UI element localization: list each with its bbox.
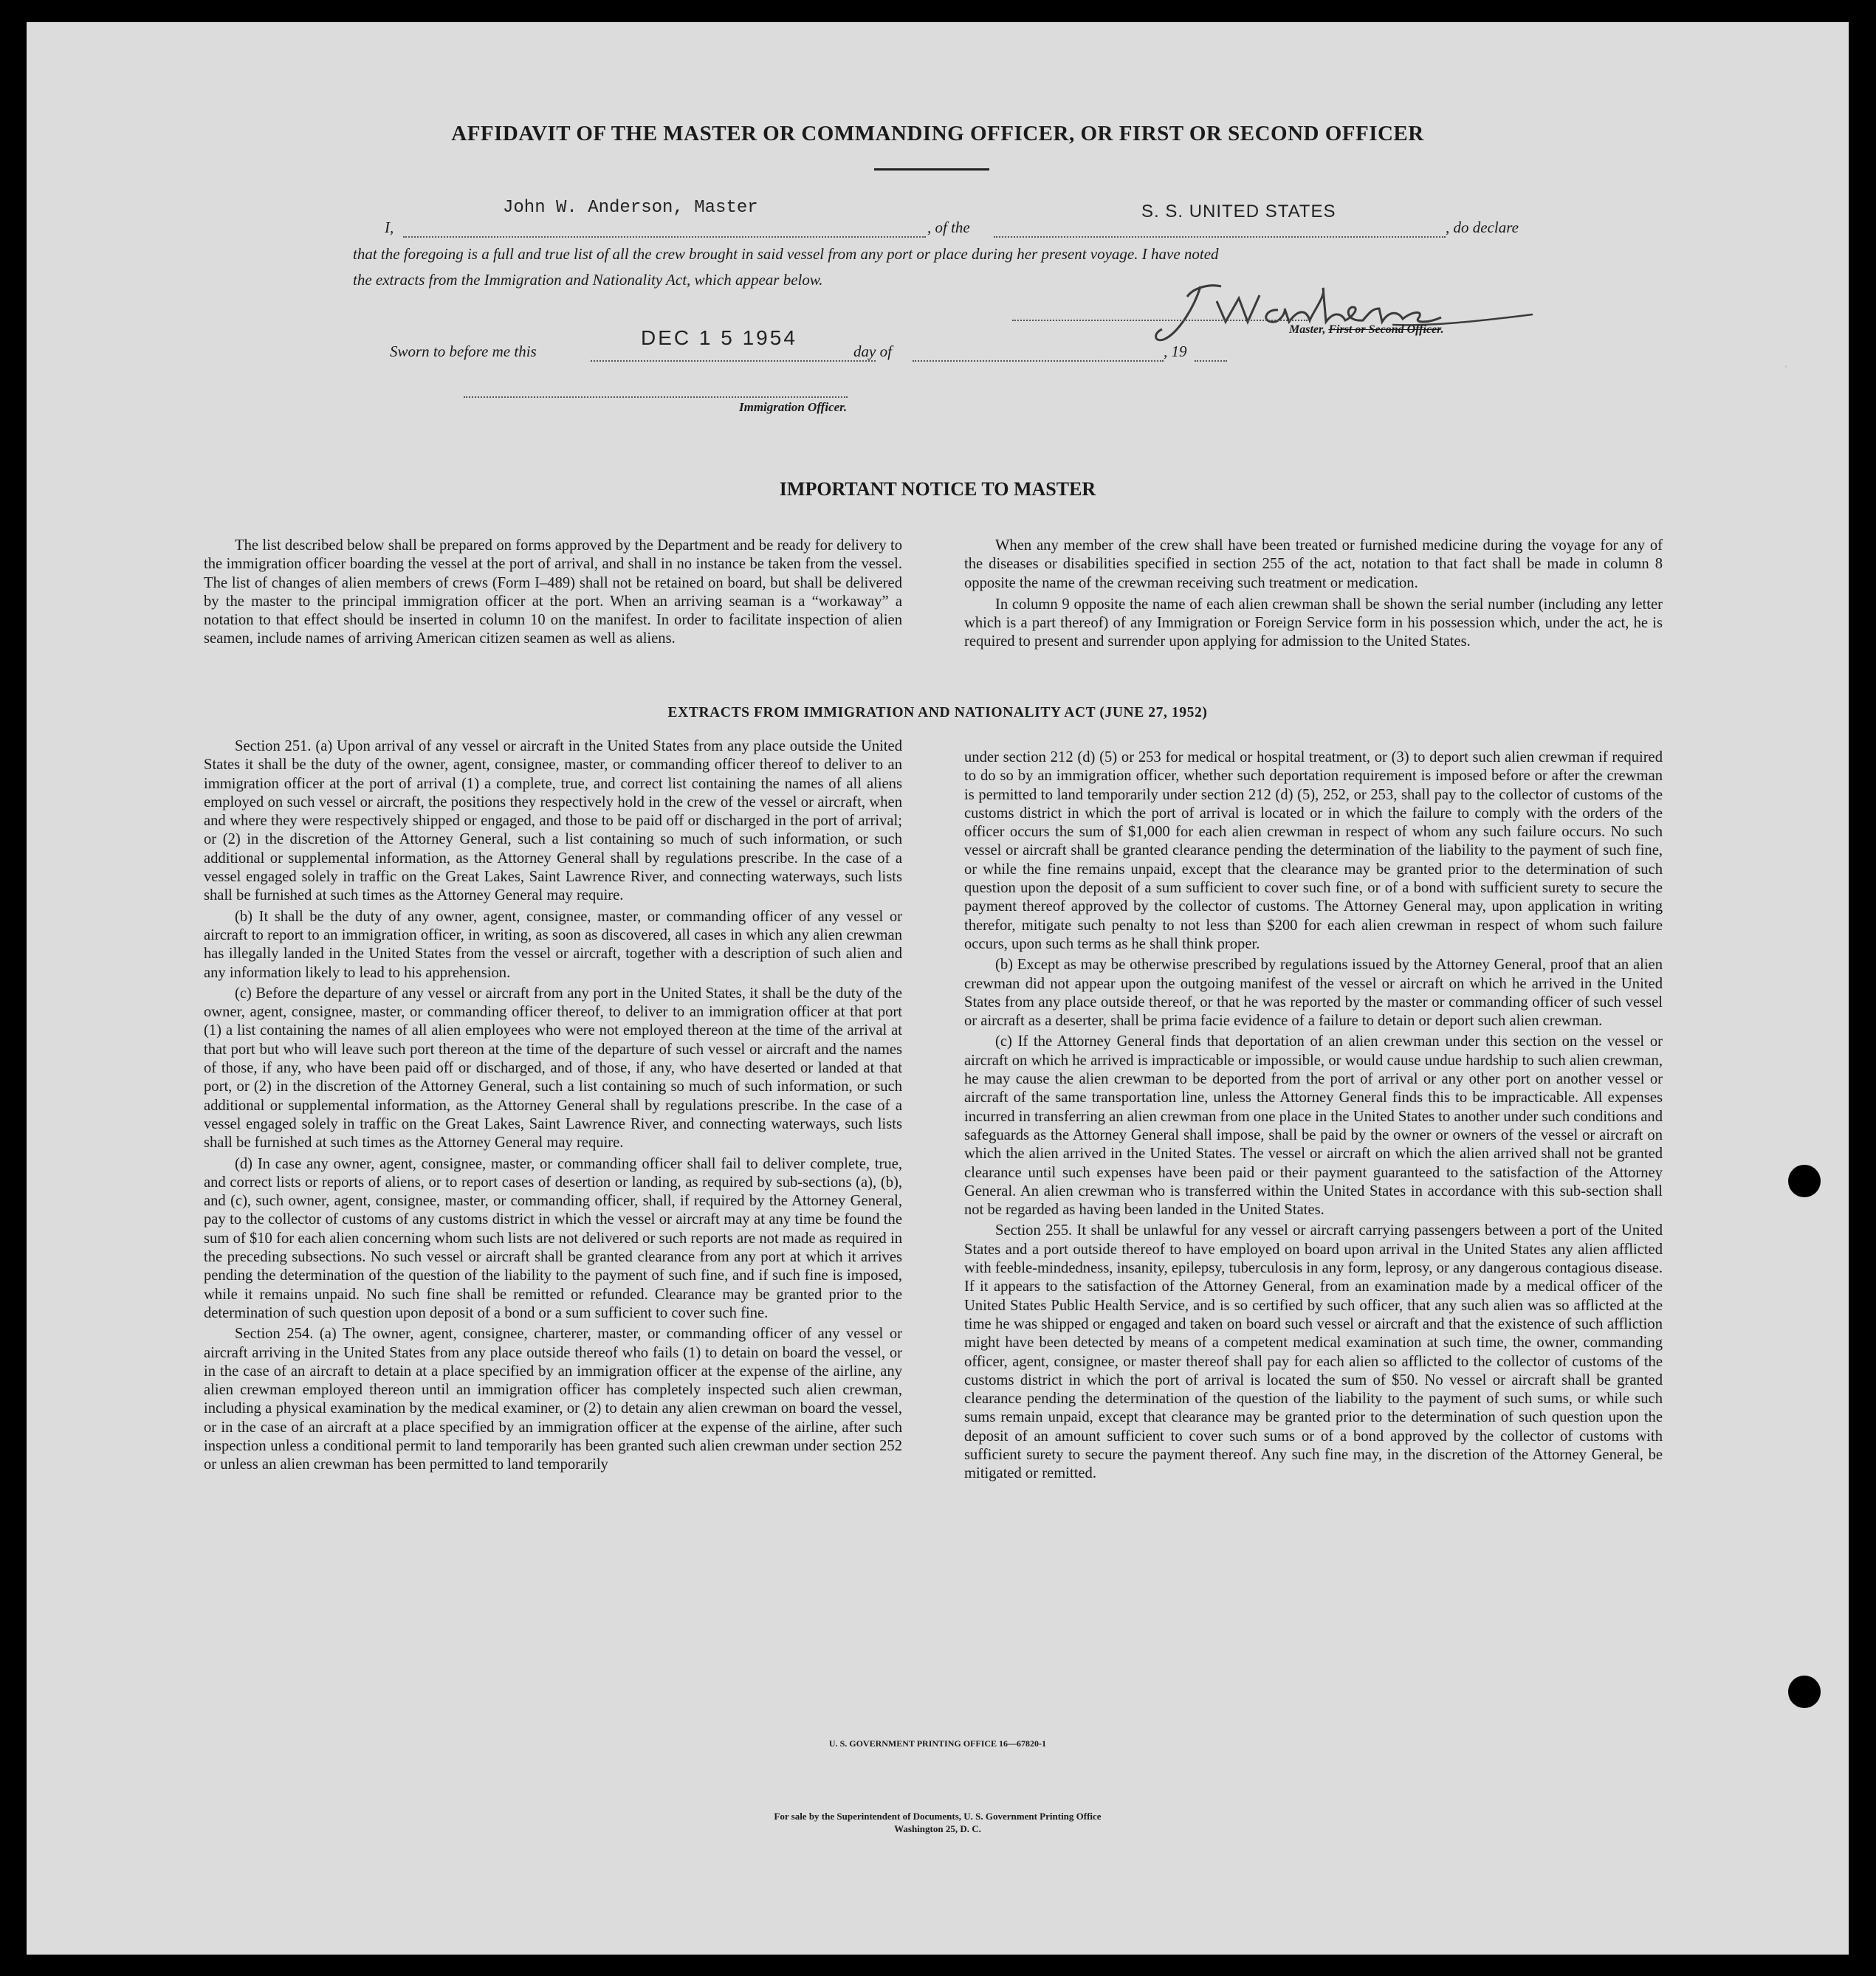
sworn-label: Sworn to before me this [390,342,537,360]
year-blank [1195,360,1227,362]
master-name: John W. Anderson, Master [503,198,758,218]
document-page [27,22,1849,1955]
notice-paragraph: When any member of the crew shall have been treated or furnished medicine during the voyage for any of the diseases or disabilities specified in section 255 of the act, notation to that fact shall be made in column 8 opposite the name of the crewman receiving such treatment or medication. [964,537,1663,591]
vessel-name: S. S. UNITED STATES [1141,202,1336,221]
vessel-blank [994,236,1446,238]
section-251-b: (b) It shall be the duty of any owner, agent, consignee, master, or commanding officer of any vessel or aircraft to report to an immigration officer, in writing, as soon as discovered, all cases in which any alien crewman has illegally landed in the United States from the vessel or aircraft, together with a description of such alien and any information likely to lead to his apprehension. [204,908,902,981]
notice-left-column [204,537,902,649]
section-251-d: (d) In case any owner, agent, consignee, master, or commanding officer shall fail to deliver complete, true, and correct lists or reports of aliens, or to report cases of desertion or landing, as required by sub-sections (a), (b), and (c), such owner, agent, consignee, master, or commanding officer, shall, if required by the Attorney General, pay to the collector of customs of any customs district in which the vessel or aircraft may at any time be found the sum of $10 for each alien concerning whom such lists are not delivered or such reports are not made as required in the preceding subsections. No such vessel or aircraft shall be granted clearance from any port at which it arrives pending the determination of the question of the liability to the payment of such fine, and if such fine is imposed, while it remains unpaid. No such fine shall be remitted or refunded. Clearance may be granted prior to the determination of such question upon deposit of a bond or a sum sufficient to cover such fine. [204,1155,902,1321]
section-251-a: Section 251. (a) Upon arrival of any vessel or aircraft in the United States from any place outside the United States it shall be the duty of the owner, agent, consignee, master, or commanding officer thereof to deliver to an immigration officer at the port of arrival (1) a complete, true, and correct list containing the names of all aliens employed on such vessel or aircraft, the positions they respectively hold in the crew of the vessel or aircraft, when and where they were respectively shipped or engaged, and those to be paid off or discharged in the port of arrival; or (2) in the discretion of the Attorney General, such a list containing so much of such information, or such additional or supplemental information, as the Attorney General shall by regulations prescribe. In the case of a vessel engaged solely in traffic on the Great Lakes, Saint Lawrence River, and connecting waterways, such lists shall be furnished at such times as the Attorney General may require. [204,738,902,904]
declaration-line-1: that the foregoing is a full and true list of all the crew brought in said vessel from any port or place during her present voyage. I have noted [353,245,1219,263]
section-254-a-continued: under section 212 (d) (5) or 253 for medical or hospital treatment, or (3) to deport such alien crewman if required to do so by an immigration officer, whether such deportation requirement is imposed before or after the crewman is permitted to land temporarily under section 212 (d) (5), 252, or 253, shall pay to the collector of customs of the customs district in which the port of arrival is located or in which the failure to comply with the orders of the officer occurs the sum of $1,000 for each alien crewman in respect of whom any such failure occurs. No such vessel or aircraft shall be granted clearance pending the determination of the liability to the payment of such fine, or while the fine remains unpaid, except that the clearance may be granted prior to the determination of such question upon the deposit of a sum sufficient to cover such fine, or of a bond with sufficient surety to secure the payment thereof approved by the collector of customs. The Attorney General may, upon application in writing therefor, mitigate such penalty to not less than $200 for each alien crewman in respect of whom such failure occurs, upon such terms as he shall think proper. [964,749,1663,952]
sworn-day-blank [591,360,876,362]
printing-office-imprint: U. S. GOVERNMENT PRINTING OFFICE 16—67820-1 [828,1738,1047,1749]
section-254-a: Section 254. (a) The owner, agent, consignee, charterer, master, or commanding officer of any vessel or aircraft arriving in the United States from any place outside thereof who fails (1) to detain on board the vessel, or in the case of an aircraft to detain at a place specified by an immigration officer at the expense of the airline, any alien crewman employed thereon until an immigration officer has completely inspected such alien crewman, including a physical examination by the medical examiner, or (2) to detain any alien crewman on board the vessel, or in the case of an aircraft at a place specified by an immigration officer at the expense of the airline, after such inspection unless a conditional permit to land temporarily has been granted such alien crewman under section 252 or unless an alien crewman has been permitted to land temporarily [204,1326,902,1473]
master-signature [1149,266,1562,369]
month-blank [913,360,1164,362]
signature-caption: Master, First or Second Officer. [1289,323,1444,336]
year-label: , 19 [1164,342,1187,360]
do-declare-label: , do declare [1446,218,1519,236]
punch-hole [1788,1676,1821,1708]
title-rule [874,168,989,171]
bleed-through-mark: · [1784,358,1789,374]
sale-notice-line-2: Washington 25, D. C. [894,1823,981,1834]
extracts-heading: EXTRACTS FROM IMMIGRATION AND NATIONALITY ACT (JUNE 27, 1952) [667,705,1208,720]
day-of-label: day of [853,342,892,360]
immigration-officer-label: Immigration Officer. [739,400,848,414]
extracts-left-column [204,737,902,1475]
section-254-c: (c) If the Attorney General finds that deportation of an alien crewman under this section on the vessel or aircraft on which he arrived is impracticable or impossible, or would cause undue hardship to such alien crewman, he may cause the alien crewman to be deported from the port of arrival or any other port on another vessel or aircraft of the same transportation line, unless the Attorney General finds this to be impracticable. All expenses incurred in transferring an alien crewman from one place in the United States to another under such conditions and safeguards as the Attorney General shall impose, shall be paid by the owner or owners of the vessel or aircraft on which the alien arrived in the United States. The vessel or aircraft on which the alien arrived shall not be granted clearance until such expenses have been paid or their payment guaranteed to the satisfaction of the Attorney General. An alien crewman who is transferred within the United States in accordance with this sub-section shall not be regarded as having been landed in the United States. [964,1033,1663,1219]
date-stamp: DEC 1 5 1954 [641,326,797,349]
sale-notice-line-1: For sale by the Superintendent of Documents, U. S. Government Printing Office [774,1811,1102,1822]
officer-signature-blank [464,396,848,398]
signature-blank [1012,320,1308,321]
notice-paragraph: The list described below shall be prepared on forms approved by the Department and be ready for delivery to the immigration officer boarding the vessel at the port of arrival, and shall in no instance be taken from the vessel. The list of changes of alien members of crews (Form I–489) shall not be retained on board, but shall be delivered by the master to the principal immigration officer at the port. When an arriving seaman is a “workaway” a notation to that effect should be inserted in column 10 on the manifest. In order to facilitate inspection of alien seamen, include names of arriving American citizen seamen as well as aliens. [204,537,902,647]
notice-heading: IMPORTANT NOTICE TO MASTER [779,478,1096,500]
section-251-c: (c) Before the departure of any vessel or aircraft from any port in the United States, it shall be the duty of the owner, agent, consignee, master, or commanding officer thereof, to deliver to an immigration officer at that port (1) a list containing the names of all alien employees who were not employed thereon at the time of the arrival at that port but who will leave such port thereon at the time of the departure of such vessel or aircraft and the names of those, if any, who have been paid off or discharged, and of those, if any, who have deserted or landed at that port, or (2) in the discretion of the Attorney General, such a list containing so much of such information, or such additional or supplemental information, as the Attorney General shall by regulations prescribe. In the case of a vessel engaged solely in traffic on the Great Lakes, Saint Lawrence River, and connecting waterways, such lists shall be furnished at such times as the Attorney General may require. [204,985,902,1151]
punch-hole [1788,1165,1821,1197]
of-the-label: , of the [927,218,970,236]
notice-right-column [964,537,1663,652]
section-255: Section 255. It shall be unlawful for any vessel or aircraft carrying passengers between a port of the United States and a port outside thereof to have employed on board upon arrival in the United States any alien afflicted with feeble-mindedness, insanity, epilepsy, tuberculosis in any form, leprosy, or any dangerous contagious disease. If it appears to the satisfaction of the Attorney General, from an examination made by a medical officer of the United States Public Health Service, and is so certified by such officer, that any such alien was so afflicted at the time he was shipped or engaged and taken on board such vessel or aircraft and that the existence of such affliction might have been detected by means of a competent medical examination at such time, the owner, commanding officer, agent, consignee, or master thereof shall pay for each alien so afflicted to the collector of customs of the customs district in which the port of arrival is located the sum of $50. No vessel or aircraft shall be granted clearance pending the determination of the question of the liability to the payment of such sums, or while such sums remain unpaid, except that clearance may be granted prior to the determination of such question upon the deposit of an amount sufficient to cover such sums or of a bond approved by the collector of customs with sufficient surety to secure the payment thereof. Any such fine may, in the discretion of the Attorney General, be mitigated or remitted. [964,1222,1663,1482]
affidavit-title: AFFIDAVIT OF THE MASTER OR COMMANDING OFFICER, OR FIRST OR SECOND OFFICER [451,122,1424,145]
section-254-b: (b) Except as may be otherwise prescribed by regulations issued by the Attorney General, proof that an alien crewman did not appear upon the outgoing manifest of the vessel or aircraft on which he arrived in the United States from any place outside thereof, or that he was reported by the master or commanding officer of such vessel or aircraft as a deserter, shall be prima facie evidence of a failure to detain or deport such alien crewman. [964,957,1663,1030]
name-blank [403,236,926,238]
declaration-line-2: the extracts from the Immigration and Nationality Act, which appear below. [353,271,823,289]
struck-officer-text: First or Second Officer [1328,323,1441,336]
notice-paragraph: In column 9 opposite the name of each alien crewman shall be shown the serial number (including any letter which is a part thereof) of any Immigration or Foreign Service form in his possession which, under the act, he is required to present and surrender upon applying for admission to the United States. [964,596,1663,650]
i-label: I, [385,218,394,236]
extracts-right-column [964,748,1663,1484]
